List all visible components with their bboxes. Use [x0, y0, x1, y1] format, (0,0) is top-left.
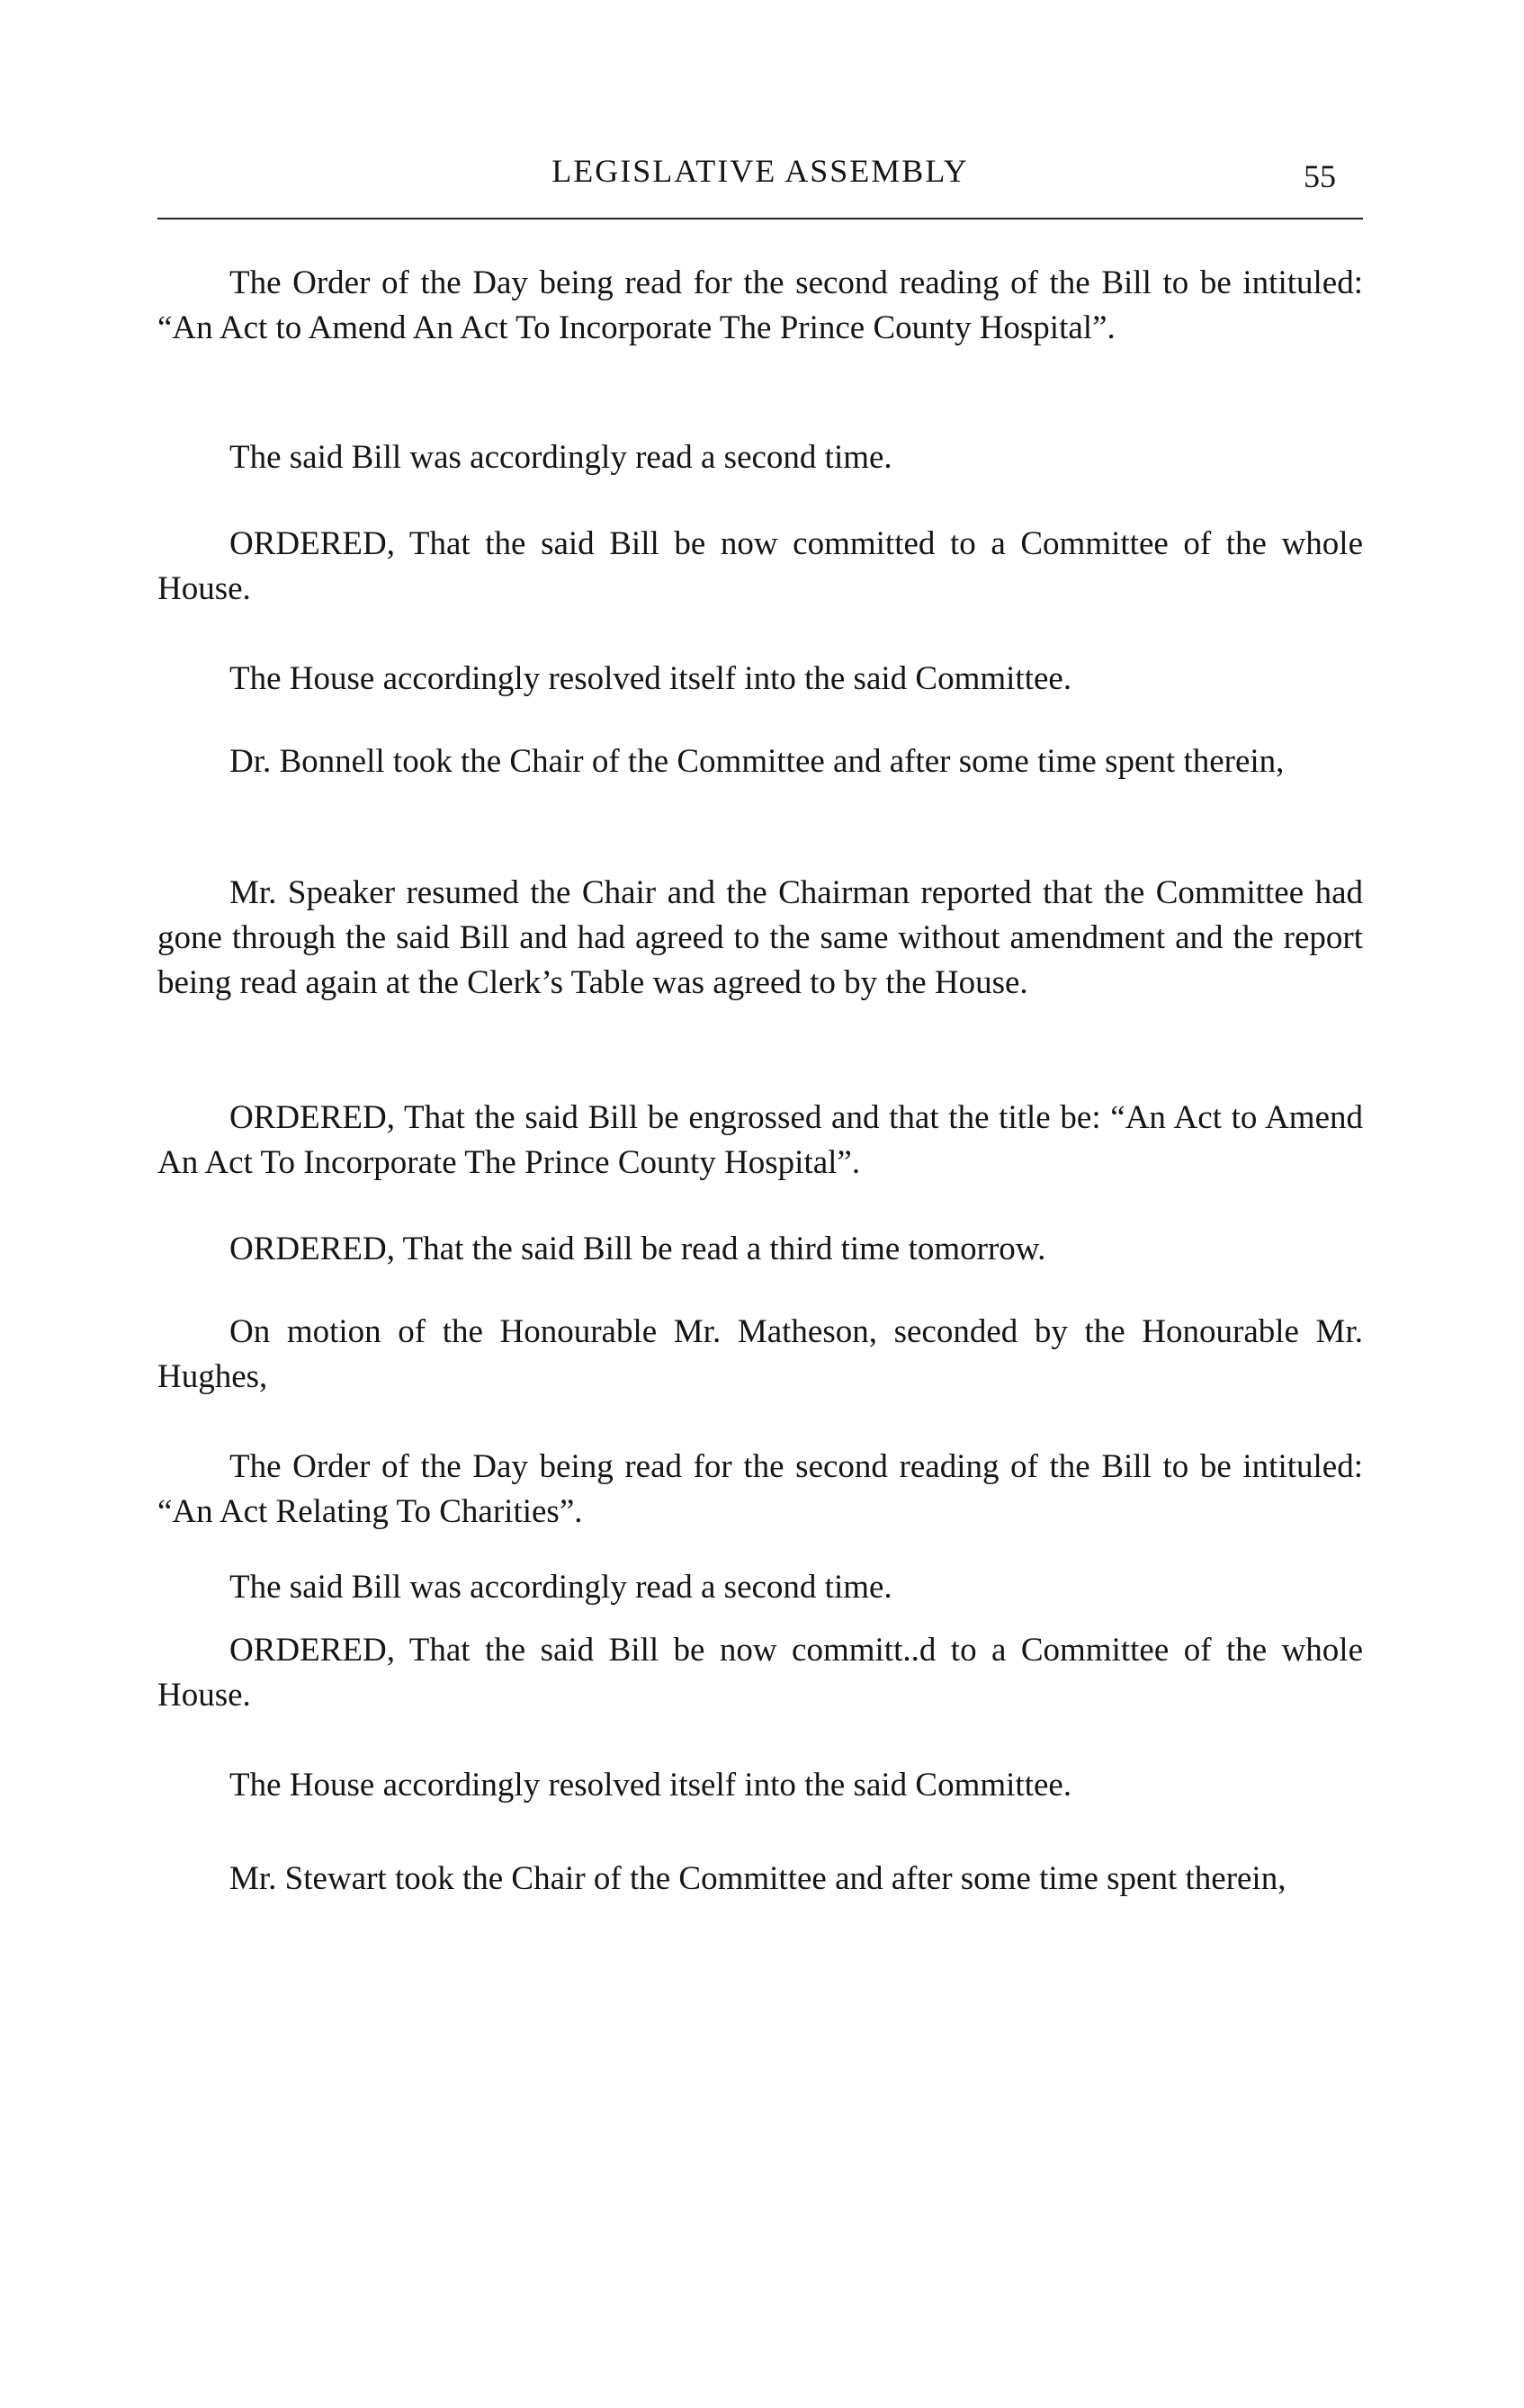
paragraph-10: The Order of the Day being read for the second reading of the Bill to be intituled: “An Act Relating To Charities”. [157, 1448, 1363, 1530]
header-title: LEGISLATIVE ASSEMBLY [551, 153, 969, 189]
running-header [157, 151, 1363, 196]
paragraph-13: The House accordingly resolved itself into the said Committee. [229, 1767, 1072, 1804]
paragraph-6: Mr. Speaker resumed the Chair and the Chairman reported that the Committee had gone through the said Bill and had agreed to the same without amendment and the report being read again at the Clerk’s Table was agreed to by the House. [157, 874, 1363, 1001]
paragraph-5: Dr. Bonnell took the Chair of the Committee and after some time spent therein, [229, 743, 1285, 780]
page-number: 55 [1304, 158, 1336, 194]
paragraph-14: Mr. Stewart took the Chair of the Committee and after some time spent therein, [229, 1860, 1286, 1897]
paragraph-11: The said Bill was accordingly read a second time. [229, 1569, 892, 1606]
paragraph-1: The Order of the Day being read for the second reading of the Bill to be intituled: “An Act to Amend An Act To Incorporate The Prince County Hospital”. [157, 264, 1363, 346]
paragraph-8: ORDERED, That the said Bill be read a third time tomorrow. [229, 1231, 1046, 1267]
paragraph-2: The said Bill was accordingly read a second time. [229, 439, 892, 476]
paragraph-4: The House accordingly resolved itself into the said Committee. [229, 660, 1072, 697]
header-rule [157, 218, 1363, 219]
paragraph-7: ORDERED, That the said Bill be engrossed and that the title be: “An Act to Amend An Act To Incorporate The Prince County Hospital”. [157, 1099, 1363, 1181]
paragraph-12: ORDERED, That the said Bill be now committ..d to a Committee of the whole House. [157, 1632, 1363, 1714]
paragraph-9: On motion of the Honourable Mr. Matheson, seconded by the Honourable Mr. Hughes, [157, 1313, 1363, 1395]
paragraph-3: ORDERED, That the said Bill be now committed to a Committee of the whole House. [157, 525, 1363, 607]
